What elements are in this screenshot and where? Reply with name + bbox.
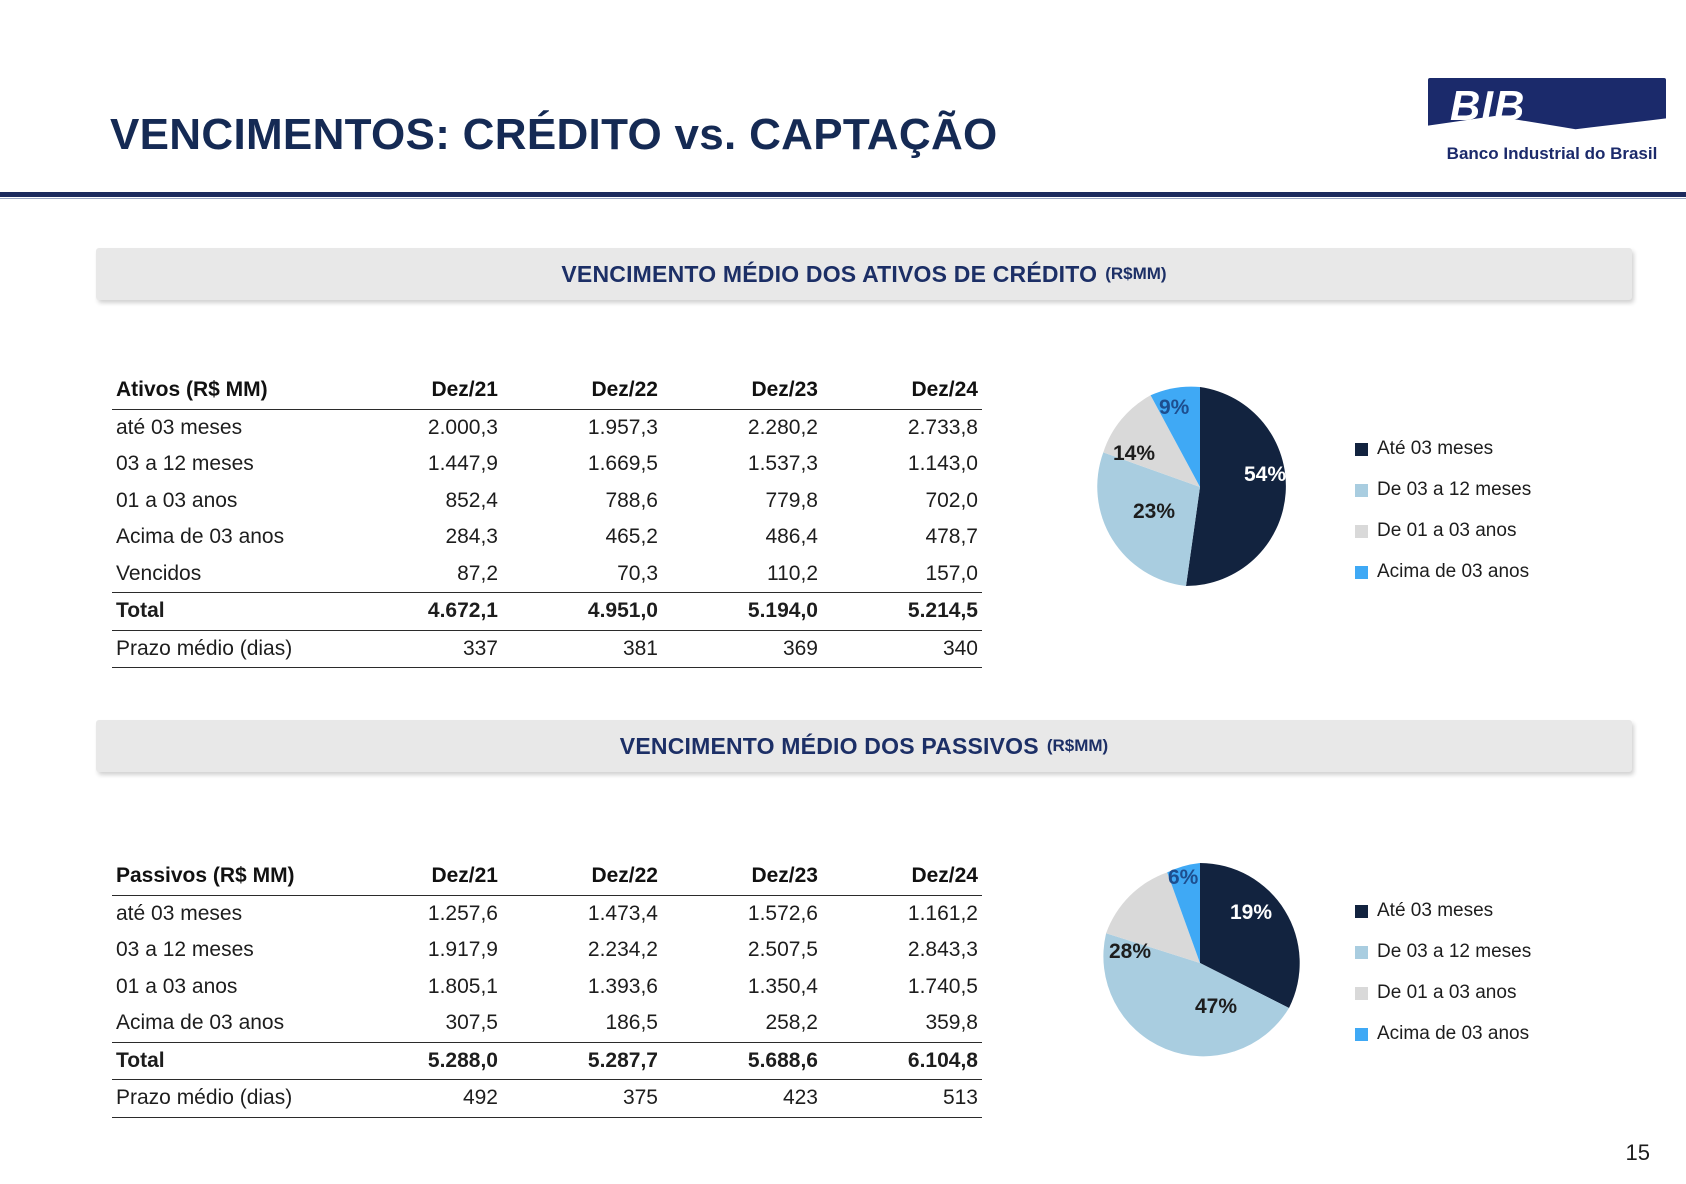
cell-value: 788,6 xyxy=(605,488,658,512)
cell-value: 110,2 xyxy=(767,561,818,585)
cell-value: 1.350,4 xyxy=(747,974,818,998)
legend-item xyxy=(1355,982,1531,1004)
section-banner-assets-title: VENCIMENTO MÉDIO DOS ATIVOS DE CRÉDITO xyxy=(561,260,1098,287)
row-label: 03 a 12 meses xyxy=(116,452,254,476)
section-banner-assets xyxy=(96,248,1632,300)
assets-pie-chart xyxy=(1085,372,1315,602)
column-header-dez22: Dez/22 xyxy=(502,372,662,409)
section-banner-liabilities-title: VENCIMENTO MÉDIO DOS PASSIVOS xyxy=(619,732,1039,759)
legend-label: Acima de 03 anos xyxy=(1377,561,1530,582)
table-header-row xyxy=(112,858,982,895)
cell-value: 1.669,5 xyxy=(587,452,658,476)
cell-value: 2.280,2 xyxy=(747,415,818,439)
cell-value: 1.537,3 xyxy=(747,452,818,476)
pie-label-19: 19% xyxy=(1230,901,1273,924)
cell-value: 1.447,9 xyxy=(427,452,498,476)
average-label: Prazo médio (dias) xyxy=(112,630,342,668)
row-label: até 03 meses xyxy=(116,415,243,439)
legend-label: De 03 a 12 meses xyxy=(1377,941,1532,962)
legend-swatch-icon xyxy=(1355,1028,1368,1041)
cell-value: 702,0 xyxy=(925,488,978,512)
legend-item xyxy=(1355,479,1531,501)
cell-value: 359,8 xyxy=(925,1011,978,1035)
liabilities-pie-chart xyxy=(1085,848,1315,1078)
row-label: Acima de 03 anos xyxy=(116,1011,285,1035)
bib-logo xyxy=(1428,78,1666,178)
header-divider-thin xyxy=(0,198,1686,199)
cell-value: 478,7 xyxy=(925,525,978,549)
cell-value: 157,0 xyxy=(925,561,978,585)
average-value: 375 xyxy=(502,1080,662,1118)
table-row xyxy=(112,1005,982,1042)
cell-value: 1.143,0 xyxy=(907,452,978,476)
liabilities-pie-legend xyxy=(1355,900,1531,1064)
row-label: 01 a 03 anos xyxy=(116,488,238,512)
assets-table-wrapper xyxy=(112,372,982,668)
column-header-label: Passivos (R$ MM) xyxy=(112,858,342,895)
logo-wordmark: BIB xyxy=(1450,82,1526,129)
legend-label: De 01 a 03 anos xyxy=(1377,520,1517,541)
average-value: 513 xyxy=(822,1080,982,1118)
legend-swatch-icon xyxy=(1355,566,1368,579)
pie-label-9: 9% xyxy=(1159,396,1190,419)
pie-label-23: 23% xyxy=(1133,500,1176,523)
section-banner-liabilities xyxy=(96,720,1632,772)
row-label: 03 a 12 meses xyxy=(116,938,254,962)
table-row xyxy=(112,446,982,483)
slide-header xyxy=(0,0,1686,196)
section-banner-liabilities-unit: (R$MM) xyxy=(1046,736,1109,755)
pie-label-6: 6% xyxy=(1168,866,1199,889)
cell-value: 258,2 xyxy=(765,1011,818,1035)
page-number: 15 xyxy=(1625,1140,1650,1165)
total-label: Total xyxy=(112,1042,342,1080)
table-row xyxy=(112,483,982,520)
legend-item xyxy=(1355,520,1531,542)
legend-swatch-icon xyxy=(1355,484,1368,497)
average-value: 337 xyxy=(342,630,502,668)
cell-value: 2.000,3 xyxy=(427,415,498,439)
column-header-dez24: Dez/24 xyxy=(822,858,982,895)
table-average-row xyxy=(112,1080,982,1118)
table-total-row xyxy=(112,1042,982,1080)
total-value: 5.287,7 xyxy=(502,1042,662,1080)
column-header-dez23: Dez/23 xyxy=(662,858,822,895)
cell-value: 1.257,6 xyxy=(427,901,498,925)
logo-subtitle: Banco Industrial do Brasil xyxy=(1446,144,1658,163)
column-header-dez23: Dez/23 xyxy=(662,372,822,409)
total-value: 5.288,0 xyxy=(342,1042,502,1080)
total-value: 5.214,5 xyxy=(822,593,982,631)
cell-value: 779,8 xyxy=(765,488,818,512)
legend-label: De 03 a 12 meses xyxy=(1377,479,1532,500)
assets-pie-svg xyxy=(1085,372,1315,602)
cell-value: 307,5 xyxy=(445,1011,498,1035)
page-title: VENCIMENTOS: CRÉDITO vs. CAPTAÇÃO xyxy=(110,110,998,159)
average-value: 340 xyxy=(822,630,982,668)
legend-label: Até 03 meses xyxy=(1377,900,1494,921)
row-label: 01 a 03 anos xyxy=(116,974,238,998)
section-banner-assets-unit: (R$MM) xyxy=(1105,264,1167,283)
average-value: 423 xyxy=(662,1080,822,1118)
table-row xyxy=(112,556,982,593)
average-value: 492 xyxy=(342,1080,502,1118)
legend-label: Até 03 meses xyxy=(1377,438,1494,459)
cell-value: 70,3 xyxy=(617,561,658,585)
table-row xyxy=(112,895,982,932)
cell-value: 186,5 xyxy=(605,1011,658,1035)
assets-pie-legend xyxy=(1355,438,1531,602)
table-header-row xyxy=(112,372,982,409)
pie-label-28: 28% xyxy=(1109,940,1152,963)
total-value: 4.951,0 xyxy=(502,593,662,631)
cell-value: 852,4 xyxy=(445,488,498,512)
legend-item xyxy=(1355,561,1531,583)
pie-label-54: 54% xyxy=(1244,463,1287,486)
legend-swatch-icon xyxy=(1355,987,1368,1000)
legend-label: De 01 a 03 anos xyxy=(1377,982,1517,1003)
legend-item xyxy=(1355,1023,1531,1045)
cell-value: 1.161,2 xyxy=(907,901,978,925)
cell-value: 486,4 xyxy=(765,525,818,549)
average-label: Prazo médio (dias) xyxy=(112,1080,342,1118)
legend-label: Acima de 03 anos xyxy=(1377,1023,1530,1044)
total-value: 6.104,8 xyxy=(822,1042,982,1080)
table-row xyxy=(112,969,982,1006)
total-value: 4.672,1 xyxy=(342,593,502,631)
average-value: 369 xyxy=(662,630,822,668)
cell-value: 1.572,6 xyxy=(747,901,818,925)
column-header-label: Ativos (R$ MM) xyxy=(112,372,342,409)
total-label: Total xyxy=(112,593,342,631)
pie-label-47: 47% xyxy=(1195,995,1238,1018)
cell-value: 1.957,3 xyxy=(587,415,658,439)
cell-value: 2.234,2 xyxy=(587,938,658,962)
legend-item xyxy=(1355,900,1531,922)
table-row xyxy=(112,409,982,446)
cell-value: 1.473,4 xyxy=(587,901,658,925)
column-header-dez21: Dez/21 xyxy=(342,372,502,409)
cell-value: 1.917,9 xyxy=(427,938,498,962)
cell-value: 2.507,5 xyxy=(747,938,818,962)
column-header-dez21: Dez/21 xyxy=(342,858,502,895)
header-divider xyxy=(0,192,1686,197)
assets-table xyxy=(112,372,982,668)
cell-value: 465,2 xyxy=(605,525,658,549)
legend-swatch-icon xyxy=(1355,905,1368,918)
total-value: 5.194,0 xyxy=(662,593,822,631)
legend-item xyxy=(1355,941,1531,963)
column-header-dez22: Dez/22 xyxy=(502,858,662,895)
table-total-row xyxy=(112,593,982,631)
cell-value: 87,2 xyxy=(457,561,498,585)
cell-value: 2.843,3 xyxy=(907,938,978,962)
legend-swatch-icon xyxy=(1355,443,1368,456)
pie-label-14: 14% xyxy=(1113,442,1156,465)
liabilities-table xyxy=(112,858,982,1118)
legend-swatch-icon xyxy=(1355,525,1368,538)
cell-value: 1.393,6 xyxy=(587,974,658,998)
legend-item xyxy=(1355,438,1531,460)
pie-slice-ate-03-meses xyxy=(1186,387,1286,586)
cell-value: 284,3 xyxy=(445,525,498,549)
cell-value: 1.805,1 xyxy=(427,974,498,998)
liabilities-pie-svg xyxy=(1085,848,1315,1078)
table-row xyxy=(112,932,982,969)
cell-value: 1.740,5 xyxy=(907,974,978,998)
table-row xyxy=(112,519,982,556)
cell-value: 2.733,8 xyxy=(907,415,978,439)
legend-swatch-icon xyxy=(1355,946,1368,959)
table-average-row xyxy=(112,630,982,668)
average-value: 381 xyxy=(502,630,662,668)
total-value: 5.688,6 xyxy=(662,1042,822,1080)
column-header-dez24: Dez/24 xyxy=(822,372,982,409)
row-label: Acima de 03 anos xyxy=(116,525,285,549)
liabilities-table-wrapper xyxy=(112,858,982,1118)
row-label: até 03 meses xyxy=(116,901,243,925)
row-label: Vencidos xyxy=(116,561,202,585)
